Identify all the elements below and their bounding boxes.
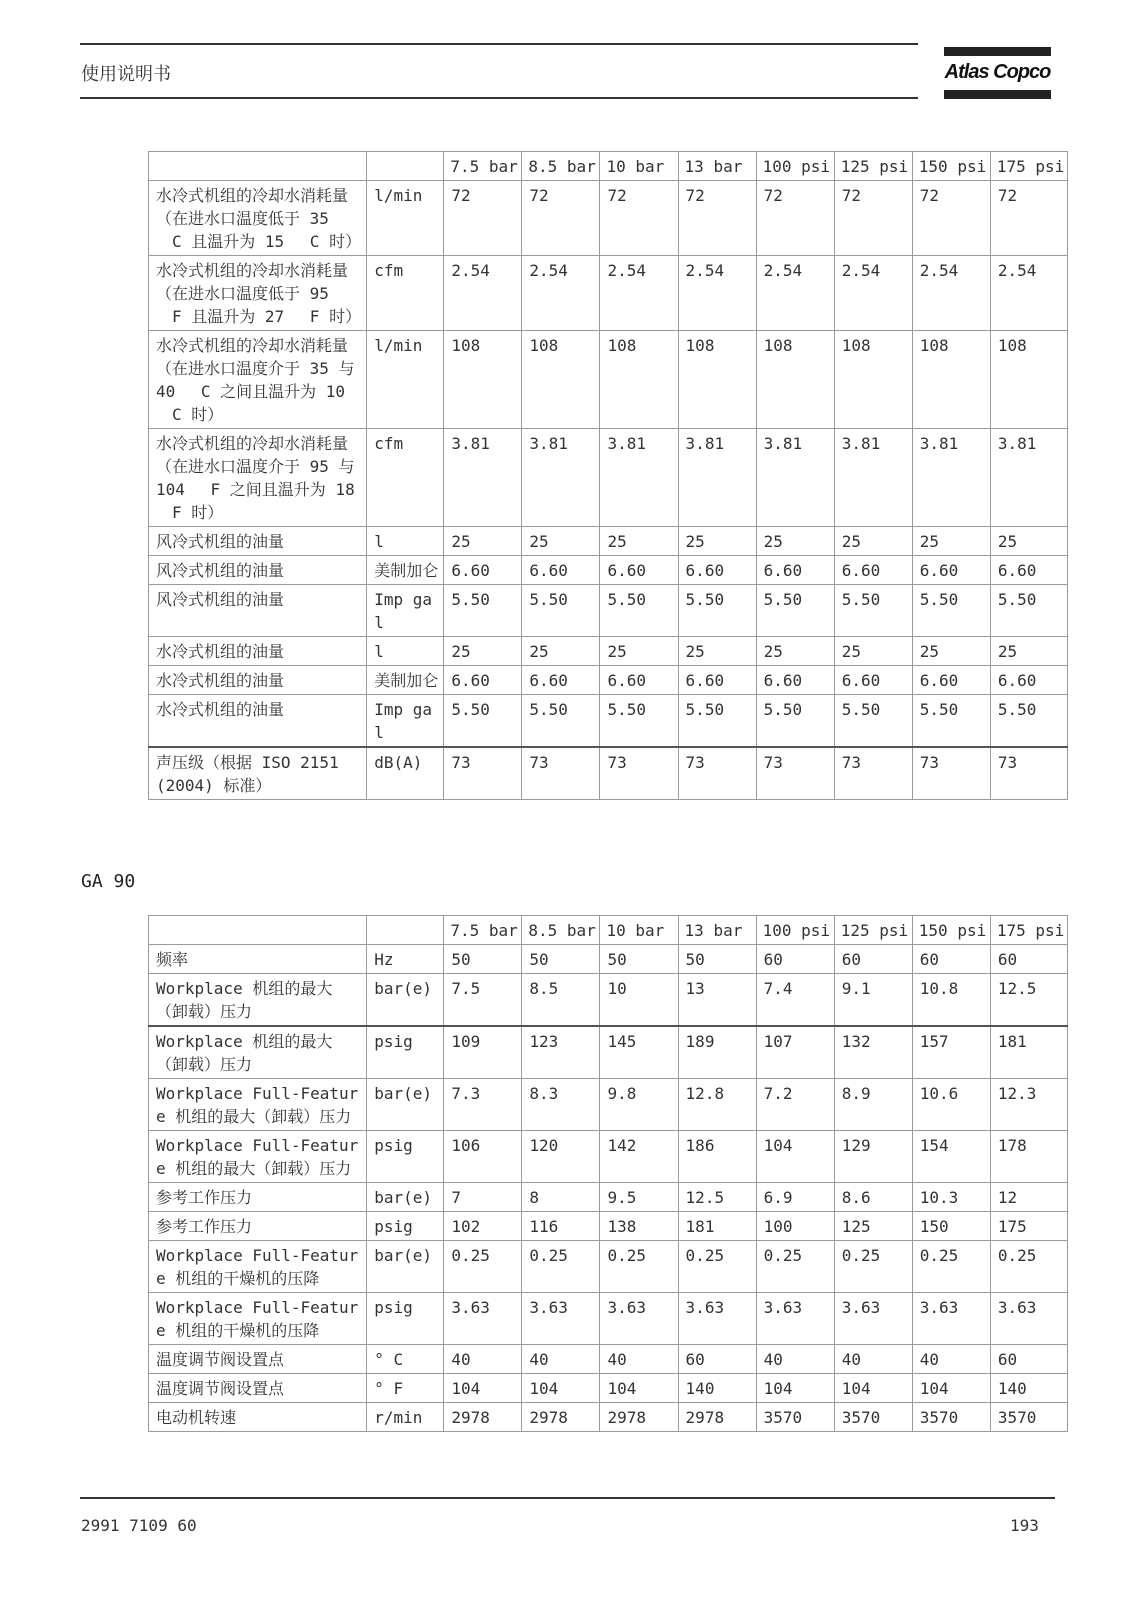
table-cell: 3.63 xyxy=(522,1293,600,1345)
header-rule-top xyxy=(80,43,918,45)
table-cell: 6.60 xyxy=(912,666,990,695)
table-cell: 12.8 xyxy=(678,1079,756,1131)
row-label: 参考工作压力 xyxy=(149,1212,367,1241)
table-cell: 5.50 xyxy=(522,695,600,748)
column-header: 13 bar xyxy=(678,152,756,181)
table-row xyxy=(149,181,1068,256)
column-header: 7.5 bar xyxy=(444,916,522,945)
table-cell: 3.81 xyxy=(756,429,834,527)
footer-rule xyxy=(80,1497,1055,1499)
table-cell: 9.5 xyxy=(600,1183,678,1212)
table-cell: 120 xyxy=(522,1131,600,1183)
table-cell: 108 xyxy=(990,331,1067,429)
table-cell: 60 xyxy=(990,1345,1067,1374)
table-cell: 132 xyxy=(834,1026,912,1079)
table-cell: 73 xyxy=(678,747,756,800)
table-cell: 154 xyxy=(912,1131,990,1183)
row-label: 水冷式机组的油量 xyxy=(149,666,367,695)
table-cell: 5.50 xyxy=(990,585,1067,637)
logo-text: Atlas Copco xyxy=(944,61,1051,83)
column-header: 150 psi xyxy=(912,152,990,181)
table-cell: 3.63 xyxy=(444,1293,522,1345)
table-row xyxy=(149,1241,1068,1293)
table-row xyxy=(149,637,1068,666)
table-cell: 6.60 xyxy=(678,666,756,695)
table-cell: 5.50 xyxy=(834,695,912,748)
row-unit: 美制加仑 xyxy=(367,556,444,585)
table-cell: 129 xyxy=(834,1131,912,1183)
row-unit: cfm xyxy=(367,256,444,331)
row-label: 温度调节阀设置点 xyxy=(149,1374,367,1403)
column-header: 7.5 bar xyxy=(444,152,522,181)
column-header xyxy=(149,916,367,945)
table-cell: 142 xyxy=(600,1131,678,1183)
column-header: 13 bar xyxy=(678,916,756,945)
table-row xyxy=(149,1403,1068,1432)
column-header: 100 psi xyxy=(756,152,834,181)
table-cell: 5.50 xyxy=(444,585,522,637)
row-label: Workplace Full-Feature 机组的最大（卸载）压力 xyxy=(149,1131,367,1183)
table-cell: 25 xyxy=(756,527,834,556)
table-row xyxy=(149,331,1068,429)
table-cell: 104 xyxy=(834,1374,912,1403)
row-unit: bar(e) xyxy=(367,974,444,1027)
row-label: 风冷式机组的油量 xyxy=(149,585,367,637)
table-cell: 6.60 xyxy=(600,666,678,695)
table-cell: 3570 xyxy=(756,1403,834,1432)
table-cell: 0.25 xyxy=(756,1241,834,1293)
row-label: Workplace Full-Feature 机组的最大（卸载）压力 xyxy=(149,1079,367,1131)
table-cell: 72 xyxy=(990,181,1067,256)
table-cell: 60 xyxy=(990,945,1067,974)
table-cell: 0.25 xyxy=(834,1241,912,1293)
table-cell: 25 xyxy=(912,527,990,556)
row-label: 水冷式机组的油量 xyxy=(149,637,367,666)
table-cell: 140 xyxy=(990,1374,1067,1403)
row-label: 风冷式机组的油量 xyxy=(149,527,367,556)
table-cell: 5.50 xyxy=(444,695,522,748)
table-cell: 6.60 xyxy=(990,666,1067,695)
row-label: Workplace 机组的最大（卸载）压力 xyxy=(149,1026,367,1079)
table-cell: 25 xyxy=(444,637,522,666)
table-cell: 72 xyxy=(912,181,990,256)
header-row xyxy=(149,916,1068,945)
table-row xyxy=(149,1293,1068,1345)
table-cell: 0.25 xyxy=(444,1241,522,1293)
table-cell: 25 xyxy=(522,637,600,666)
row-label: 水冷式机组的油量 xyxy=(149,695,367,748)
table-cell: 9.8 xyxy=(600,1079,678,1131)
table-cell: 108 xyxy=(834,331,912,429)
table-row xyxy=(149,945,1068,974)
row-unit: psig xyxy=(367,1131,444,1183)
row-label: 参考工作压力 xyxy=(149,1183,367,1212)
table-cell: 9.1 xyxy=(834,974,912,1027)
row-label: Workplace 机组的最大（卸载）压力 xyxy=(149,974,367,1027)
document-number: 2991 7109 60 xyxy=(81,1516,197,1535)
table-cell: 108 xyxy=(444,331,522,429)
column-header: 125 psi xyxy=(834,916,912,945)
row-unit: cfm xyxy=(367,429,444,527)
table-cell: 104 xyxy=(600,1374,678,1403)
header-title: 使用说明书 xyxy=(81,64,171,85)
row-unit: bar(e) xyxy=(367,1183,444,1212)
table-cell: 150 xyxy=(912,1212,990,1241)
table-cell: 109 xyxy=(444,1026,522,1079)
table-cell: 104 xyxy=(522,1374,600,1403)
table-row xyxy=(149,1131,1068,1183)
table-cell: 3.81 xyxy=(444,429,522,527)
table-cell: 8.5 xyxy=(522,974,600,1027)
table-cell: 2.54 xyxy=(600,256,678,331)
table-cell: 6.60 xyxy=(834,666,912,695)
table-cell: 3570 xyxy=(990,1403,1067,1432)
table-cell: 25 xyxy=(600,527,678,556)
table-cell: 123 xyxy=(522,1026,600,1079)
table-cell: 12.3 xyxy=(990,1079,1067,1131)
table-cell: 0.25 xyxy=(990,1241,1067,1293)
table-cell: 73 xyxy=(756,747,834,800)
row-label: 风冷式机组的油量 xyxy=(149,556,367,585)
table-cell: 181 xyxy=(990,1026,1067,1079)
table-cell: 5.50 xyxy=(678,585,756,637)
table-cell: 108 xyxy=(678,331,756,429)
page-number: 193 xyxy=(1010,1516,1039,1535)
table-cell: 145 xyxy=(600,1026,678,1079)
column-header: 10 bar xyxy=(600,152,678,181)
table-cell: 6.60 xyxy=(522,556,600,585)
table-cell: 25 xyxy=(990,527,1067,556)
table-cell: 178 xyxy=(990,1131,1067,1183)
table-cell: 5.50 xyxy=(912,695,990,748)
table-cell: 3.63 xyxy=(990,1293,1067,1345)
table-cell: 3570 xyxy=(834,1403,912,1432)
table-cell: 7.2 xyxy=(756,1079,834,1131)
table-cell: 2978 xyxy=(678,1403,756,1432)
table-cell: 189 xyxy=(678,1026,756,1079)
row-unit: bar(e) xyxy=(367,1241,444,1293)
table-cell: 25 xyxy=(444,527,522,556)
table-cell: 6.60 xyxy=(444,556,522,585)
row-unit: ° C xyxy=(367,1345,444,1374)
table-cell: 25 xyxy=(678,637,756,666)
row-label: Workplace Full-Feature 机组的干燥机的压降 xyxy=(149,1241,367,1293)
column-header xyxy=(367,916,444,945)
table-cell: 5.50 xyxy=(522,585,600,637)
table-cell: 3.81 xyxy=(678,429,756,527)
table-cell: 3.81 xyxy=(600,429,678,527)
row-unit: l xyxy=(367,637,444,666)
table-cell: 0.25 xyxy=(522,1241,600,1293)
table-cell: 2.54 xyxy=(756,256,834,331)
table-cell: 0.25 xyxy=(912,1241,990,1293)
row-unit: Imp gal xyxy=(367,585,444,637)
column-header xyxy=(367,152,444,181)
table-cell: 100 xyxy=(756,1212,834,1241)
row-unit: ° F xyxy=(367,1374,444,1403)
row-unit: bar(e) xyxy=(367,1079,444,1131)
table-cell: 3.63 xyxy=(834,1293,912,1345)
table-cell: 25 xyxy=(834,527,912,556)
table-cell: 50 xyxy=(522,945,600,974)
table-cell: 7.3 xyxy=(444,1079,522,1131)
table-cell: 25 xyxy=(678,527,756,556)
section-title: GA 90 xyxy=(81,871,136,892)
table-cell: 6.60 xyxy=(444,666,522,695)
table-cell: 2.54 xyxy=(522,256,600,331)
table-cell: 108 xyxy=(756,331,834,429)
table-cell: 40 xyxy=(834,1345,912,1374)
table-cell: 72 xyxy=(756,181,834,256)
row-unit: psig xyxy=(367,1293,444,1345)
column-header: 150 psi xyxy=(912,916,990,945)
row-unit: dB(A) xyxy=(367,747,444,800)
table-cell: 6.60 xyxy=(756,666,834,695)
column-header: 10 bar xyxy=(600,916,678,945)
table-cell: 2.54 xyxy=(912,256,990,331)
table-cell: 5.50 xyxy=(756,585,834,637)
spec-table-1 xyxy=(148,151,1068,800)
table-cell: 2978 xyxy=(522,1403,600,1432)
table-cell: 73 xyxy=(522,747,600,800)
row-label: 电动机转速 xyxy=(149,1403,367,1432)
table-cell: 3570 xyxy=(912,1403,990,1432)
table-cell: 104 xyxy=(756,1131,834,1183)
table-cell: 2978 xyxy=(600,1403,678,1432)
table-cell: 2978 xyxy=(444,1403,522,1432)
table-cell: 125 xyxy=(834,1212,912,1241)
table-cell: 175 xyxy=(990,1212,1067,1241)
row-label: 水冷式机组的冷却水消耗量（在进水口温度低于 35 C 且温升为 15 C 时） xyxy=(149,181,367,256)
table-cell: 5.50 xyxy=(600,695,678,748)
table-row xyxy=(149,1026,1068,1079)
table-cell: 3.81 xyxy=(912,429,990,527)
table-row xyxy=(149,974,1068,1027)
table-cell: 108 xyxy=(522,331,600,429)
table-cell: 72 xyxy=(444,181,522,256)
table-cell: 102 xyxy=(444,1212,522,1241)
table-cell: 7.5 xyxy=(444,974,522,1027)
row-unit: l/min xyxy=(367,331,444,429)
table-cell: 5.50 xyxy=(990,695,1067,748)
row-label: 频率 xyxy=(149,945,367,974)
table-cell: 6.9 xyxy=(756,1183,834,1212)
table-row xyxy=(149,556,1068,585)
table-cell: 40 xyxy=(522,1345,600,1374)
column-header: 8.5 bar xyxy=(522,152,600,181)
table-cell: 8.3 xyxy=(522,1079,600,1131)
row-unit: r/min xyxy=(367,1403,444,1432)
logo-bar-bottom xyxy=(944,90,1051,99)
table-cell: 181 xyxy=(678,1212,756,1241)
table-cell: 5.50 xyxy=(678,695,756,748)
column-header: 100 psi xyxy=(756,916,834,945)
table-cell: 60 xyxy=(756,945,834,974)
table-cell: 0.25 xyxy=(600,1241,678,1293)
table-cell: 40 xyxy=(444,1345,522,1374)
table-cell: 106 xyxy=(444,1131,522,1183)
header-row xyxy=(149,152,1068,181)
row-label: 温度调节阀设置点 xyxy=(149,1345,367,1374)
table-cell: 72 xyxy=(834,181,912,256)
table-cell: 107 xyxy=(756,1026,834,1079)
table-cell: 25 xyxy=(522,527,600,556)
row-unit: Imp gal xyxy=(367,695,444,748)
row-unit: psig xyxy=(367,1212,444,1241)
table-cell: 186 xyxy=(678,1131,756,1183)
table-row xyxy=(149,1183,1068,1212)
table-cell: 3.81 xyxy=(990,429,1067,527)
table-cell: 40 xyxy=(756,1345,834,1374)
row-label: Workplace Full-Feature 机组的干燥机的压降 xyxy=(149,1293,367,1345)
table-cell: 60 xyxy=(912,945,990,974)
table-row xyxy=(149,695,1068,748)
table-cell: 6.60 xyxy=(600,556,678,585)
table-cell: 6.60 xyxy=(834,556,912,585)
table-cell: 3.81 xyxy=(522,429,600,527)
table-cell: 138 xyxy=(600,1212,678,1241)
table-cell: 8 xyxy=(522,1183,600,1212)
table-row xyxy=(149,747,1068,800)
column-header: 125 psi xyxy=(834,152,912,181)
table-cell: 6.60 xyxy=(522,666,600,695)
table-cell: 104 xyxy=(756,1374,834,1403)
table-cell: 157 xyxy=(912,1026,990,1079)
table-cell: 73 xyxy=(990,747,1067,800)
row-label: 水冷式机组的冷却水消耗量（在进水口温度低于 95 F 且温升为 27 F 时） xyxy=(149,256,367,331)
table-row xyxy=(149,1374,1068,1403)
table-cell: 12.5 xyxy=(990,974,1067,1027)
table-cell: 104 xyxy=(444,1374,522,1403)
table-cell: 2.54 xyxy=(834,256,912,331)
table-row xyxy=(149,1079,1068,1131)
table-cell: 6.60 xyxy=(756,556,834,585)
table-cell: 3.63 xyxy=(678,1293,756,1345)
atlas-copco-logo xyxy=(944,47,1051,99)
table-cell: 3.63 xyxy=(912,1293,990,1345)
table-cell: 7 xyxy=(444,1183,522,1212)
table-cell: 8.9 xyxy=(834,1079,912,1131)
table-row xyxy=(149,1345,1068,1374)
table-cell: 8.6 xyxy=(834,1183,912,1212)
table-cell: 25 xyxy=(600,637,678,666)
table-cell: 5.50 xyxy=(756,695,834,748)
column-header: 175 psi xyxy=(990,916,1067,945)
table-cell: 6.60 xyxy=(912,556,990,585)
table-row xyxy=(149,585,1068,637)
header-rule-bottom xyxy=(80,97,918,99)
logo-bar-top xyxy=(944,47,1051,56)
table-cell: 140 xyxy=(678,1374,756,1403)
table-cell: 60 xyxy=(678,1345,756,1374)
table-cell: 2.54 xyxy=(444,256,522,331)
table-cell: 0.25 xyxy=(678,1241,756,1293)
table-cell: 10.8 xyxy=(912,974,990,1027)
row-label: 声压级（根据 ISO 2151 (2004) 标准） xyxy=(149,747,367,800)
table-cell: 73 xyxy=(834,747,912,800)
table-cell: 10.6 xyxy=(912,1079,990,1131)
table-cell: 72 xyxy=(678,181,756,256)
table-cell: 73 xyxy=(444,747,522,800)
table-cell: 108 xyxy=(912,331,990,429)
table-cell: 3.63 xyxy=(600,1293,678,1345)
spec-table-2 xyxy=(148,915,1068,1432)
column-header: 8.5 bar xyxy=(522,916,600,945)
row-unit: l xyxy=(367,527,444,556)
table-cell: 25 xyxy=(834,637,912,666)
table-cell: 60 xyxy=(834,945,912,974)
table-cell: 5.50 xyxy=(912,585,990,637)
table-cell: 116 xyxy=(522,1212,600,1241)
column-header xyxy=(149,152,367,181)
table-cell: 6.60 xyxy=(990,556,1067,585)
table-row xyxy=(149,527,1068,556)
table-cell: 50 xyxy=(444,945,522,974)
row-label: 水冷式机组的冷却水消耗量（在进水口温度介于 95 与 104 F 之间且温升为 18 F 时） xyxy=(149,429,367,527)
row-unit: psig xyxy=(367,1026,444,1079)
table-cell: 3.81 xyxy=(834,429,912,527)
table-cell: 2.54 xyxy=(990,256,1067,331)
table-row xyxy=(149,429,1068,527)
row-unit: 美制加仑 xyxy=(367,666,444,695)
table-row xyxy=(149,256,1068,331)
table-cell: 50 xyxy=(678,945,756,974)
table-cell: 72 xyxy=(522,181,600,256)
table-cell: 12 xyxy=(990,1183,1067,1212)
table-row xyxy=(149,1212,1068,1241)
table-cell: 50 xyxy=(600,945,678,974)
table-cell: 25 xyxy=(912,637,990,666)
table-cell: 40 xyxy=(912,1345,990,1374)
table-cell: 2.54 xyxy=(678,256,756,331)
row-unit: l/min xyxy=(367,181,444,256)
table-cell: 73 xyxy=(912,747,990,800)
table-cell: 25 xyxy=(756,637,834,666)
table-cell: 73 xyxy=(600,747,678,800)
column-header: 175 psi xyxy=(990,152,1067,181)
table-cell: 13 xyxy=(678,974,756,1027)
table-row xyxy=(149,666,1068,695)
table-cell: 72 xyxy=(600,181,678,256)
table-cell: 3.63 xyxy=(756,1293,834,1345)
table-cell: 6.60 xyxy=(678,556,756,585)
table-cell: 5.50 xyxy=(600,585,678,637)
table-cell: 5.50 xyxy=(834,585,912,637)
table-cell: 108 xyxy=(600,331,678,429)
table-cell: 104 xyxy=(912,1374,990,1403)
table-cell: 10 xyxy=(600,974,678,1027)
table-cell: 25 xyxy=(990,637,1067,666)
table-cell: 10.3 xyxy=(912,1183,990,1212)
row-label: 水冷式机组的冷却水消耗量（在进水口温度介于 35 与 40 C 之间且温升为 10 C 时） xyxy=(149,331,367,429)
row-unit: Hz xyxy=(367,945,444,974)
table-cell: 12.5 xyxy=(678,1183,756,1212)
table-cell: 40 xyxy=(600,1345,678,1374)
table-cell: 7.4 xyxy=(756,974,834,1027)
